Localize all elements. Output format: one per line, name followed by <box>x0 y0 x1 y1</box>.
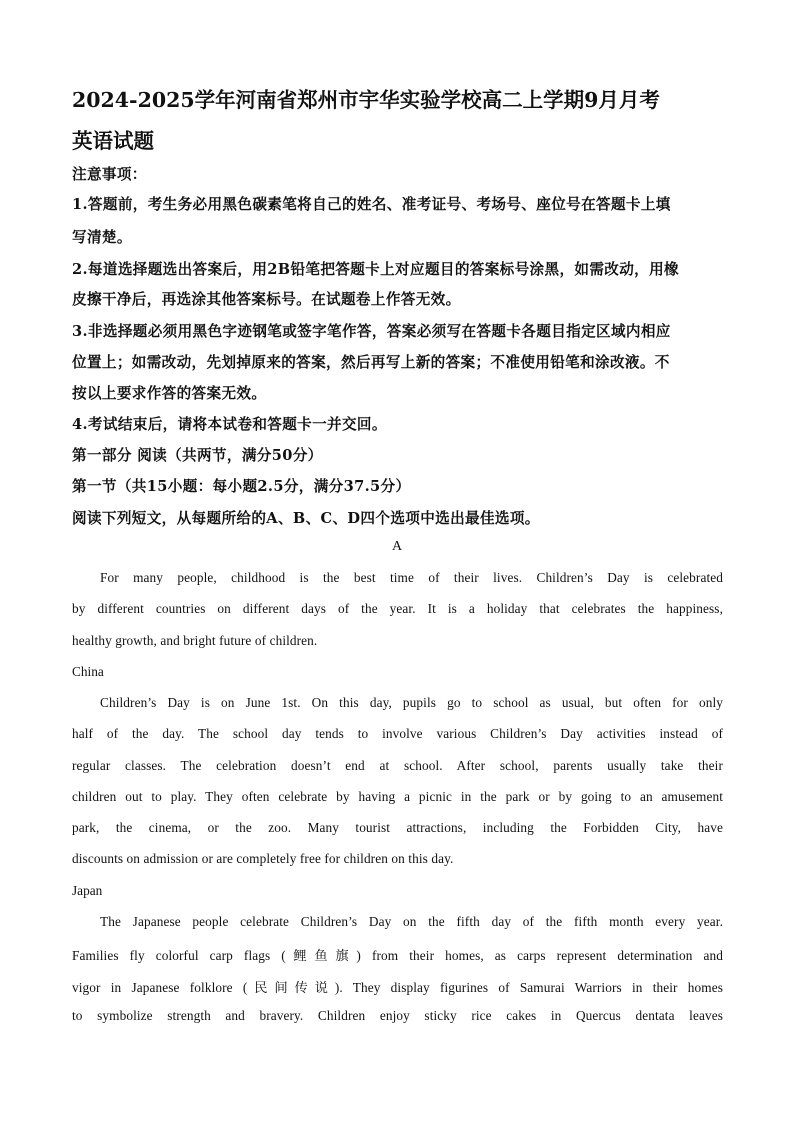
passage-line: discounts on admission or are completely free for children on this day. <box>72 851 454 866</box>
passage-line: by different countries on different days of the year. It is a holiday that celebrates the happiness, <box>72 601 723 616</box>
notes-line: 2.每道选择题选出答案后，用2B铅笔把答题卡上对应题目的答案标号涂黑，如需改动，用橡 <box>72 261 679 278</box>
section-label-japan: Japan <box>72 883 103 898</box>
part-heading: 第一部分 阅读（共两节，满分50分） <box>72 447 323 464</box>
section-label-china: China <box>72 664 104 679</box>
notes-line: 1.答题前，考生务必用黑色碳素笔将自己的姓名、准考证号、考场号、座位号在答题卡上填 <box>72 196 671 213</box>
notes-line: 位置上；如需改动，先划掉原来的答案，然后再写上新的答案；不准使用铅笔和涂改液。不 <box>72 354 670 371</box>
notes-line: 写清楚。 <box>72 229 132 246</box>
subsection-heading: 第一节（共15小题：每小题2.5分，满分37.5分） <box>72 478 411 495</box>
passage-line: regular classes. The celebration doesn’t end at school. After school, parents usually take their <box>72 758 723 773</box>
notes-line: 皮擦干净后，再选涂其他答案标号。在试题卷上作答无效。 <box>72 291 461 308</box>
instruction: 阅读下列短文，从每题所给的A、B、C、D四个选项中选出最佳选项。 <box>72 510 540 527</box>
notes-heading: 注意事项： <box>72 166 147 183</box>
passage-line: healthy growth, and bright future of children. <box>72 633 318 648</box>
passage-line: The Japanese people celebrate Children’s Day on the fifth day of the fifth month every year. <box>100 914 723 929</box>
passage-line: For many people, childhood is the best time of their lives. Children’s Day is celebrated <box>100 570 723 585</box>
exam-title: 2024-2025学年河南省郑州市宇华实验学校高二上学期9月月考 <box>72 88 660 112</box>
passage-letter: A <box>391 539 403 554</box>
passage-line: to symbolize strength and bravery. Children enjoy sticky rice cakes in Quercus dentata leaves <box>72 1008 723 1023</box>
notes-line: 4.考试结束后，请将本试卷和答题卡一并交回。 <box>72 416 387 433</box>
passage-line: Children’s Day is on June 1st. On this day, pupils go to school as usual, but often for only <box>100 695 723 710</box>
passage-line: Families fly colorful carp flags (鲤鱼旗) from their homes, as carps represent determination and <box>72 948 723 963</box>
passage-line: park, the cinema, or the zoo. Many tourist attractions, including the Forbidden City, have <box>72 820 723 835</box>
passage-line: half of the day. The school day tends to involve various Children’s Day activities instead of <box>72 726 723 741</box>
passage-line: vigor in Japanese folklore (民间传说). They display figurines of Samurai Warriors in their homes <box>72 980 723 995</box>
exam-subject: 英语试题 <box>72 129 154 153</box>
notes-line: 3.非选择题必须用黑色字迹钢笔或签字笔作答，答案必须写在答题卡各题目指定区域内相应 <box>72 323 671 340</box>
passage-line: children out to play. They often celebrate by having a picnic in the park or by going to an amusement <box>72 789 723 804</box>
notes-line: 按以上要求作答的答案无效。 <box>72 385 267 402</box>
